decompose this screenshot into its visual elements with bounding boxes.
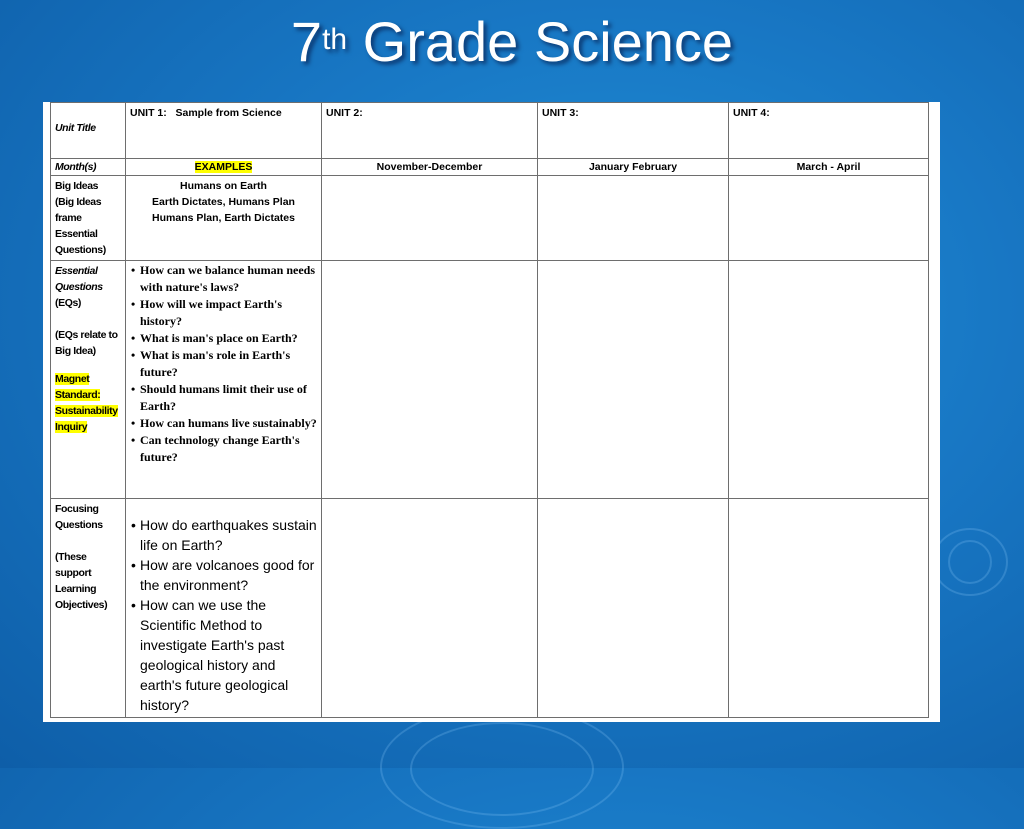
title-number: 7 (290, 10, 323, 73)
essential-question-text: Can technology change Earth's future? (140, 433, 300, 464)
bullet-icon: • (131, 382, 136, 396)
months-label: Month(s) (51, 159, 126, 176)
essential-question-text: What is man's role in Earth's future? (140, 348, 291, 379)
bullet-icon: • (131, 557, 136, 573)
bullet-icon: • (131, 597, 136, 613)
big-ideas-label-line: Questions) (55, 244, 106, 256)
eq-label-line: Questions (55, 281, 103, 293)
unit-4-month: March - April (729, 159, 929, 176)
essential-question-text: What is man's place on Earth? (140, 331, 298, 345)
essential-question-text: How will we impact Earth's history? (140, 297, 282, 328)
unit-4-essential-questions (729, 261, 929, 499)
big-ideas-content (126, 176, 322, 261)
fq-note-line: (These support (55, 551, 92, 579)
title-ordinal: th (322, 23, 348, 56)
big-idea: Earth Dictates, Humans Plan (152, 196, 295, 208)
bullet-icon: • (131, 416, 136, 430)
focusing-question-text: How can we use the Scientific Method to investigate Earth's past geological history and earth's future geological history? (140, 597, 289, 713)
unit-1-header: UNIT 1: Sample from Science (126, 103, 322, 159)
essential-question (130, 330, 317, 347)
magnet-standard-highlight: Inquiry (55, 421, 88, 433)
fq-note-line: Learning (55, 583, 97, 595)
essential-question (130, 262, 317, 296)
unit-3-big-ideas (538, 176, 729, 261)
slide-title (0, 8, 1024, 76)
unit-4-focusing-questions (729, 499, 929, 718)
essential-question (130, 347, 317, 381)
water-ripple-decoration (380, 705, 624, 829)
unit-2-essential-questions (322, 261, 538, 499)
fq-label-line: Questions (55, 519, 103, 531)
unit-3-essential-questions (538, 261, 729, 499)
water-ripple-decoration (932, 528, 1008, 596)
unit-2-header: UNIT 2: (322, 103, 538, 159)
essential-question (130, 415, 317, 432)
essential-question (130, 381, 317, 415)
unit-2-focusing-questions (322, 499, 538, 718)
unit-2-big-ideas (322, 176, 538, 261)
magnet-standard-highlight: Standard: (55, 389, 101, 401)
big-ideas-row (51, 176, 929, 261)
focusing-question-text: How do earthquakes sustain life on Earth? (140, 517, 317, 553)
essential-questions-list (130, 262, 317, 466)
bullet-icon: • (131, 297, 136, 311)
unit-3-header: UNIT 3: (538, 103, 729, 159)
eq-note-line: (EQs relate to (55, 329, 118, 341)
big-ideas-label-line: (Big Ideas (55, 196, 102, 208)
essential-question-text: Should humans limit their use of Earth? (140, 382, 307, 413)
eq-label-line: Essential (55, 265, 98, 277)
magnet-standard-highlight: Sustainability (55, 405, 118, 417)
focusing-questions-row (51, 499, 929, 718)
examples-highlight: EXAMPLES (194, 161, 253, 173)
months-row (51, 159, 929, 176)
essential-question-text: How can humans live sustainably? (140, 416, 317, 430)
focusing-question (130, 555, 317, 595)
focusing-questions-content (126, 499, 322, 718)
big-ideas-label-line: frame Essential (55, 212, 98, 240)
unit-1-month (126, 159, 322, 176)
eq-label-line: (EQs) (55, 297, 82, 309)
bullet-icon: • (131, 433, 136, 447)
unit-title-row (51, 103, 929, 159)
fq-note-line: Objectives) (55, 599, 108, 611)
unit-3-focusing-questions (538, 499, 729, 718)
focusing-question-text: How are volcanoes good for the environment? (140, 557, 315, 593)
essential-question (130, 432, 317, 466)
big-idea: Humans on Earth (180, 180, 267, 192)
title-text: Grade Science (347, 10, 734, 73)
curriculum-table (50, 102, 929, 718)
essential-questions-content (126, 261, 322, 499)
unit-4-big-ideas (729, 176, 929, 261)
essential-question-text: How can we balance human needs with nature's laws? (140, 263, 316, 294)
bullet-icon: • (131, 331, 136, 345)
fq-label-line: Focusing (55, 503, 99, 515)
essential-questions-label (51, 261, 126, 499)
unit-2-month: November-December (322, 159, 538, 176)
essential-questions-row (51, 261, 929, 499)
essential-question (130, 296, 317, 330)
focusing-question (130, 595, 317, 715)
big-idea: Humans Plan, Earth Dictates (152, 212, 295, 224)
bullet-icon: • (131, 348, 136, 362)
unit-3-month: January February (538, 159, 729, 176)
big-ideas-label-line: Big Ideas (55, 180, 99, 192)
focusing-questions-list (130, 515, 317, 715)
unit-title-label: Unit Title (51, 103, 126, 159)
focusing-question (130, 515, 317, 555)
bullet-icon: • (131, 517, 136, 533)
eq-note-line: Big Idea) (55, 345, 96, 357)
unit-4-header: UNIT 4: (729, 103, 929, 159)
magnet-standard-highlight: Magnet (55, 373, 90, 385)
bullet-icon: • (131, 263, 136, 277)
big-ideas-label (51, 176, 126, 261)
curriculum-sheet (43, 102, 940, 722)
focusing-questions-label (51, 499, 126, 718)
